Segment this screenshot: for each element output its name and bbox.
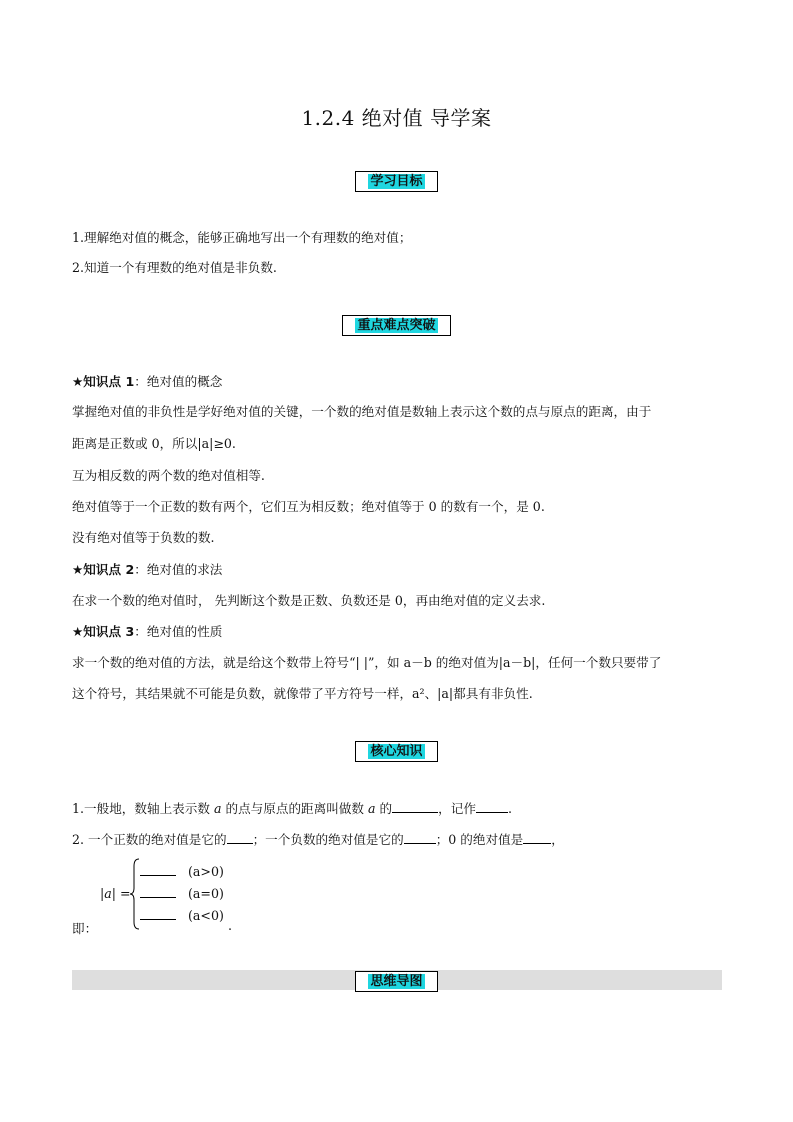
kp2-head: ★知识点 2: [72, 562, 135, 577]
blank-q2-negative[interactable]: [404, 829, 436, 844]
section-goals: [0, 170, 793, 192]
case-cond-negative: (a<0): [188, 908, 224, 923]
core-q2-text-b: ；一个负数的绝对值是它的: [252, 832, 404, 847]
kp2-title: ：绝对值的求法: [134, 562, 223, 577]
core-q1-text-b: 的点与原点的距离叫做数: [221, 801, 369, 816]
kp3-line-2: 这个符号，其结果就不可能是负数，就像带了平方符号一样，a²、|a|都具有非负性.: [72, 686, 533, 701]
left-brace-icon: [130, 858, 140, 930]
blank-q1-notation[interactable]: [476, 798, 508, 813]
blank-q1-name[interactable]: [392, 798, 438, 813]
kp1-line-3: 互为相反数的两个数的绝对值相等.: [72, 468, 265, 483]
page-title: 1.2.4 绝对值 导学案: [301, 106, 492, 130]
kp1-line-5: 没有绝对值等于负数的数.: [72, 530, 215, 545]
kp1-head: ★知识点 1: [72, 374, 135, 389]
kp2-line-1: 在求一个数的绝对值时， 先判断这个数是正数、负数还是 0，再由绝对值的定义去求.: [72, 593, 546, 608]
kp3-heading: [72, 620, 724, 644]
kp3-line-1: 求一个数的绝对值的方法，就是给这个数带上符号“| |”，如 a－b 的绝对值为|a－b|，任何一个数只要带了: [72, 655, 662, 670]
section-mind-map-label: 思维导图: [355, 971, 437, 992]
section-mind-map: [0, 970, 793, 992]
kp1-heading: [72, 370, 724, 394]
section-key-points-label: 重点难点突破: [342, 315, 450, 336]
abs-lhs: |a| =: [100, 886, 131, 901]
section-goals-label: 学习目标: [355, 171, 437, 192]
goal-1: 1.理解绝对值的概念，能够正确地写出一个有理数的绝对值；: [72, 230, 412, 245]
core-suffix: .: [228, 918, 233, 933]
core-q2-text-c: ；0 的绝对值是: [435, 832, 524, 847]
core-q2: [72, 828, 724, 852]
case-cond-positive: (a>0): [188, 864, 224, 879]
core-q1-var-a2: a: [368, 801, 376, 816]
blank-q2-positive[interactable]: [227, 829, 253, 844]
blank-case-negative[interactable]: [140, 919, 176, 920]
core-q1-text-e: .: [507, 801, 512, 816]
case-cond-zero: (a=0): [188, 886, 224, 901]
section-core-label: 核心知识: [355, 741, 437, 762]
core-prefix: 即：: [72, 921, 98, 936]
kp1-title: ：绝对值的概念: [134, 374, 223, 389]
core-q1-text-d: ，记作: [438, 801, 476, 816]
kp1-line-2: 距离是正数或 0，所以|a|≥0.: [72, 436, 236, 451]
goal-2: 2.知道一个有理数的绝对值是非负数.: [72, 260, 277, 275]
kp3-title: ：绝对值的性质: [134, 624, 223, 639]
core-q2-text-d: ，: [551, 832, 564, 847]
core-q1-text-c: 的: [375, 801, 393, 816]
blank-case-zero[interactable]: [140, 897, 176, 898]
core-q1-text-a: 1.一般地，数轴上表示数: [72, 801, 214, 816]
kp3-head: ★知识点 3: [72, 624, 135, 639]
blank-q2-zero[interactable]: [523, 829, 551, 844]
core-q1: [72, 797, 724, 821]
kp2-heading: [72, 558, 724, 582]
kp1-line-1: 掌握绝对值的非负性是学好绝对值的关键，一个数的绝对值是数轴上表示这个数的点与原点的距离，由于: [72, 404, 652, 419]
blank-case-positive[interactable]: [140, 875, 176, 876]
section-core: [0, 740, 793, 762]
kp1-line-4: 绝对值等于一个正数的数有两个，它们互为相反数；绝对值等于 0 的数有一个，是 0.: [72, 499, 545, 514]
core-q2-text-a: 2. 一个正数的绝对值是它的: [72, 832, 227, 847]
abs-piecewise: [72, 856, 372, 936]
core-q1-var-a: a: [213, 801, 222, 816]
section-key-points: [0, 314, 793, 336]
